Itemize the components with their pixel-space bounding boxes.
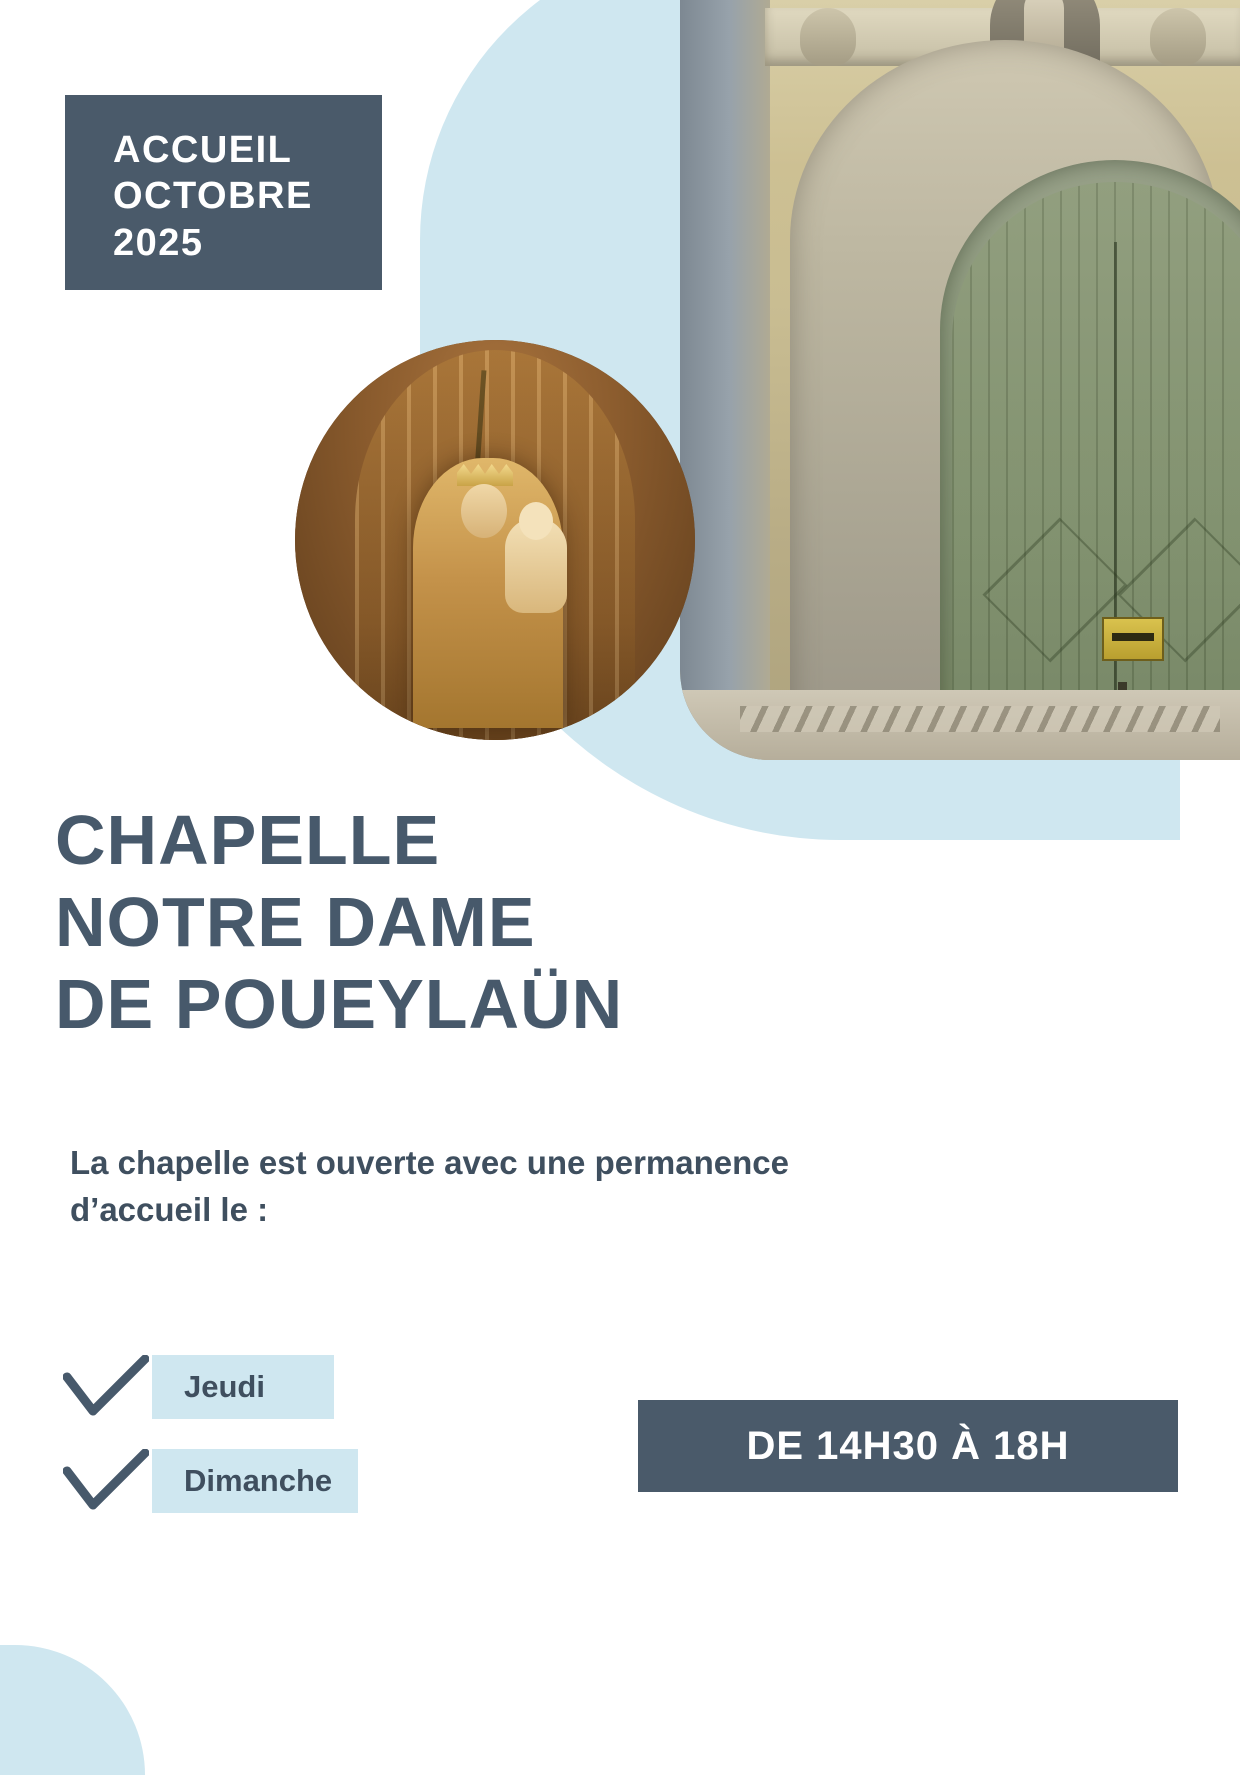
title-line-3: DE POUEYLAÜN xyxy=(55,964,624,1043)
accueil-badge-line-3: 2025 xyxy=(113,221,204,264)
photo-virgin-figure xyxy=(413,458,563,728)
photo-mailbox xyxy=(1102,617,1164,661)
photo-stone-surround xyxy=(790,40,1220,760)
photo-door-panel xyxy=(952,182,1240,760)
accueil-badge-line-2: OCTOBRE xyxy=(113,175,313,218)
photo-child-head xyxy=(519,502,553,540)
decorative-bottom-corner xyxy=(0,1645,145,1775)
photo-virgin-head xyxy=(461,484,507,538)
title-line-2: NOTRE DAME xyxy=(55,882,536,961)
day-label-jeudi: Jeudi xyxy=(152,1355,334,1419)
day-label-dimanche: Dimanche xyxy=(152,1449,358,1513)
photo-orb-left xyxy=(800,8,856,66)
opening-hours-badge: DE 14H30 À 18H xyxy=(638,1400,1178,1492)
page-title xyxy=(55,800,955,1046)
virgin-statue-photo xyxy=(295,340,695,740)
photo-ground xyxy=(680,690,1240,760)
accueil-badge xyxy=(65,95,382,290)
photo-door-split xyxy=(1114,242,1117,760)
photo-crown xyxy=(457,464,513,486)
photo-mailbox-slot xyxy=(1112,633,1154,641)
chapel-door-photo xyxy=(680,0,1240,760)
check-icon xyxy=(60,1355,152,1419)
subtitle-text: La chapelle est ouverte avec une permanence d’accueil le : xyxy=(70,1144,789,1228)
title-line-1: CHAPELLE xyxy=(55,801,441,879)
photo-orb-right xyxy=(1150,8,1206,66)
list-item xyxy=(60,1449,480,1513)
list-item xyxy=(60,1355,480,1419)
check-icon xyxy=(60,1449,152,1513)
opening-days-list xyxy=(60,1355,480,1543)
photo-door-frame xyxy=(940,160,1240,760)
accueil-badge-line-1: ACCUEIL xyxy=(113,129,293,171)
